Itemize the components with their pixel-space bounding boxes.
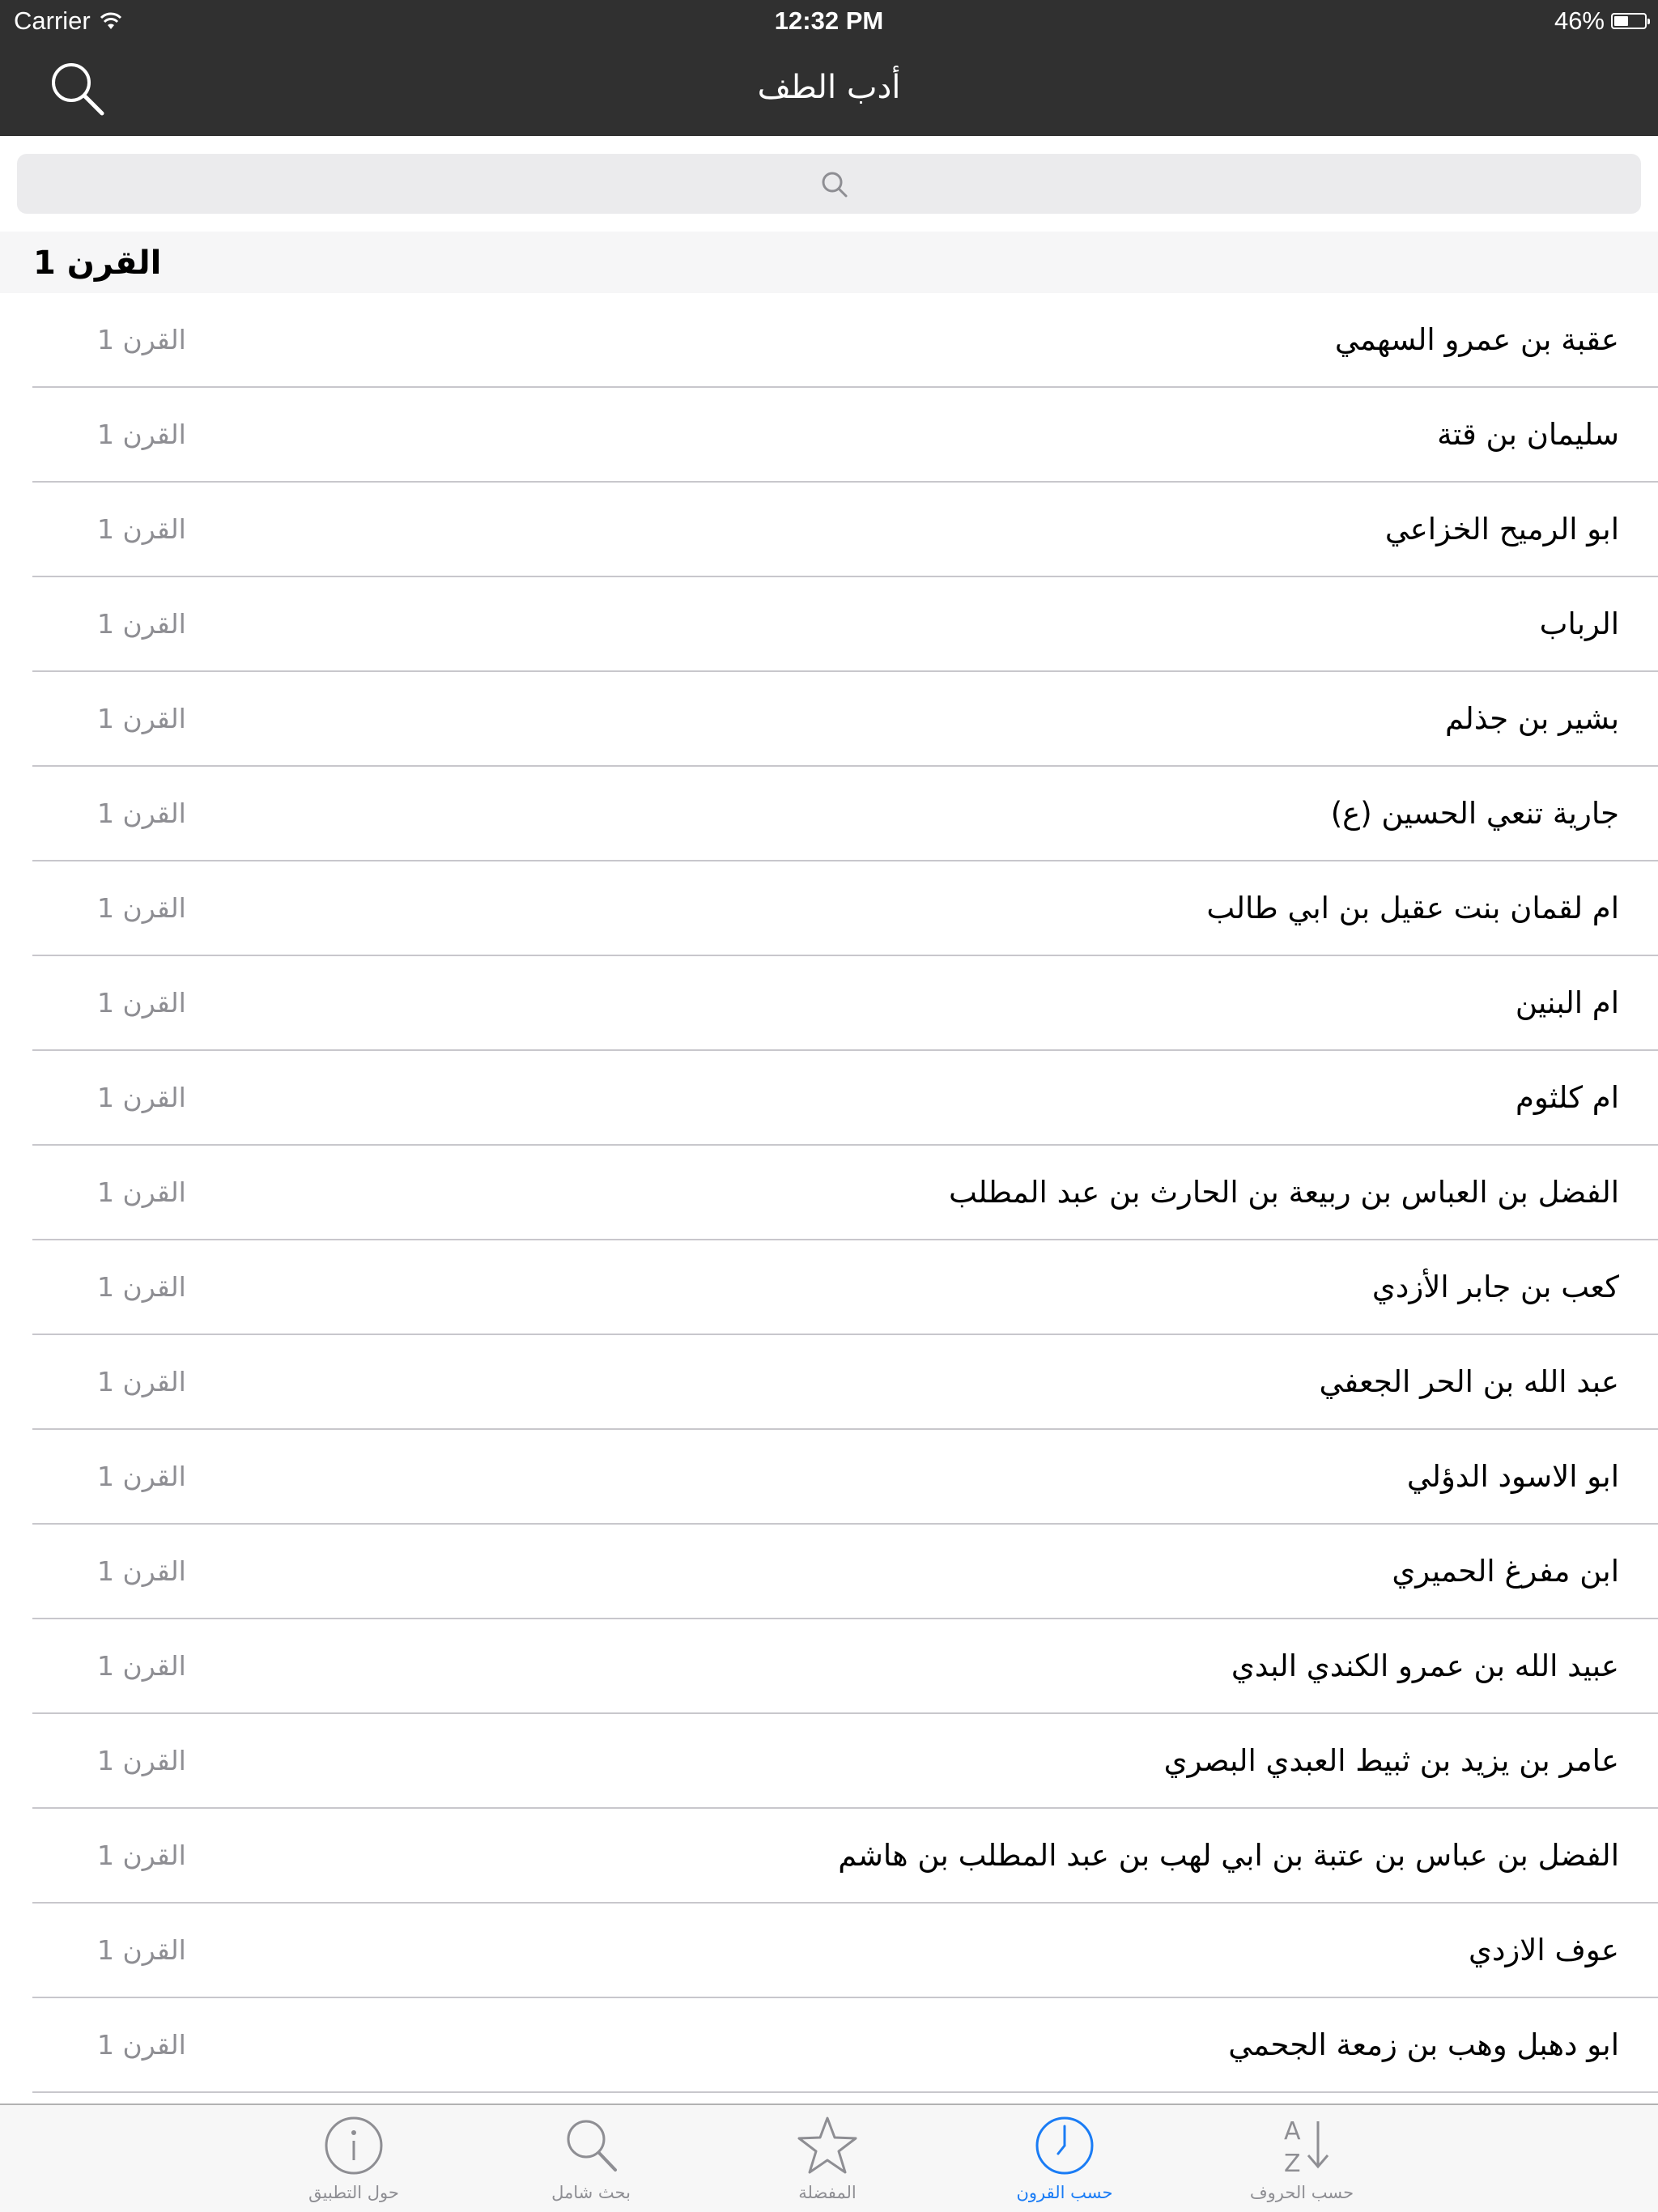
list-item-title: ام البنين bbox=[1515, 985, 1619, 1020]
navigation-bar bbox=[0, 0, 1658, 136]
list-item-detail: القرن 1 bbox=[97, 1650, 186, 1682]
list-item-detail: القرن 1 bbox=[97, 892, 186, 924]
star-icon bbox=[797, 2115, 858, 2176]
list-item-title: بشير بن جذلم bbox=[1444, 701, 1619, 736]
list-item-title: الفضل بن عباس بن عتبة بن ابي لهب بن عبد المطلب بن هاشم bbox=[838, 1838, 1619, 1873]
list-item-title: ام كلثوم bbox=[1515, 1080, 1619, 1115]
list-item-detail: القرن 1 bbox=[97, 703, 186, 734]
list-item-detail: القرن 1 bbox=[97, 798, 186, 829]
page-title: أدب الطف bbox=[757, 69, 901, 106]
list-item-detail: القرن 1 bbox=[97, 1271, 186, 1303]
svg-text:A: A bbox=[1284, 2117, 1301, 2146]
list-item-detail: القرن 1 bbox=[97, 1082, 186, 1113]
list-item-detail: القرن 1 bbox=[97, 1366, 186, 1397]
tab-label: حول التطبيق bbox=[308, 2183, 399, 2202]
list-item[interactable] bbox=[0, 956, 1658, 1051]
list-item[interactable] bbox=[0, 1619, 1658, 1714]
tab-label: بحث شامل bbox=[551, 2183, 631, 2202]
tab-by-letters[interactable] bbox=[1233, 2105, 1371, 2212]
list-item-title: الفضل بن العباس بن ربيعة بن الحارث بن عبد المطلب bbox=[948, 1175, 1619, 1210]
svg-text:Z: Z bbox=[1284, 2150, 1301, 2176]
tab-by-century[interactable] bbox=[996, 2105, 1133, 2212]
list-item-title: عوف الازدي bbox=[1469, 1933, 1619, 1967]
info-icon bbox=[323, 2115, 385, 2176]
list-item[interactable] bbox=[0, 577, 1658, 672]
search-icon bbox=[47, 58, 108, 120]
list-item-title: عبيد الله بن عمرو الكندي البدي bbox=[1231, 1648, 1619, 1683]
tab-label: حسب الحروف bbox=[1249, 2183, 1354, 2202]
list-item[interactable] bbox=[0, 1430, 1658, 1525]
search-bar bbox=[0, 136, 1658, 232]
list-item-title: عقبة بن عمرو السهمي bbox=[1334, 322, 1619, 357]
list-item[interactable] bbox=[0, 1998, 1658, 2093]
list-item-detail: القرن 1 bbox=[97, 987, 186, 1019]
section-header-label: القرن 1 bbox=[33, 245, 162, 282]
nav-search-button[interactable] bbox=[47, 58, 108, 120]
tab-bar bbox=[0, 2104, 1658, 2212]
list-item-title: عبد الله بن الحر الجعفي bbox=[1319, 1364, 1619, 1399]
search-input[interactable] bbox=[17, 154, 1644, 215]
list-item[interactable] bbox=[0, 1146, 1658, 1240]
list-item[interactable] bbox=[0, 293, 1658, 388]
status-time: 12:32 PM bbox=[774, 6, 884, 35]
list-item-title: كعب بن جابر الأزدي bbox=[1371, 1270, 1619, 1304]
list-item[interactable] bbox=[0, 861, 1658, 956]
list-item-title: عامر بن يزيد بن ثبيط العبدي البصري bbox=[1163, 1743, 1619, 1778]
list-item-title: ابن مفرغ الحميري bbox=[1392, 1554, 1619, 1589]
tab-global-search[interactable] bbox=[522, 2105, 660, 2212]
list-item-detail: القرن 1 bbox=[97, 419, 186, 450]
tab-label: حسب القرون bbox=[1016, 2183, 1113, 2202]
poets-list bbox=[0, 293, 1658, 2093]
list-item[interactable] bbox=[0, 1051, 1658, 1146]
section-header bbox=[0, 232, 1658, 293]
list-item[interactable] bbox=[0, 767, 1658, 861]
list-item[interactable] bbox=[0, 483, 1658, 577]
tab-label: المفضلة bbox=[798, 2183, 857, 2202]
list-item[interactable] bbox=[0, 1904, 1658, 1998]
list-item[interactable] bbox=[0, 388, 1658, 483]
list-item[interactable] bbox=[0, 1240, 1658, 1335]
carrier-label: Carrier bbox=[14, 6, 91, 35]
battery-percent: 46% bbox=[1554, 6, 1605, 35]
list-item-detail: القرن 1 bbox=[97, 1176, 186, 1208]
list-item-title: ام لقمان بنت عقيل بن ابي طالب bbox=[1206, 891, 1619, 925]
az-sort-icon bbox=[1271, 2115, 1333, 2176]
status-bar bbox=[0, 0, 1658, 45]
search-icon bbox=[560, 2115, 622, 2176]
list-item-title: ابو دهبل وهب بن زمعة الجحمي bbox=[1228, 2027, 1619, 2062]
list-item[interactable] bbox=[0, 1525, 1658, 1619]
tab-about[interactable] bbox=[285, 2105, 423, 2212]
list-item-detail: القرن 1 bbox=[97, 1461, 186, 1492]
list-item-detail: القرن 1 bbox=[97, 1840, 186, 1871]
list-item-title: سليمان بن قتة bbox=[1437, 417, 1619, 452]
list-item-title: ابو الاسود الدؤلي bbox=[1406, 1459, 1619, 1494]
list-item-detail: القرن 1 bbox=[97, 608, 186, 640]
list-item-detail: القرن 1 bbox=[97, 1555, 186, 1587]
list-item[interactable] bbox=[0, 1335, 1658, 1430]
battery-level-fill bbox=[1614, 16, 1628, 26]
list-item-detail: القرن 1 bbox=[97, 324, 186, 355]
list-item-detail: القرن 1 bbox=[97, 1745, 186, 1776]
list-item[interactable] bbox=[0, 1714, 1658, 1809]
list-item[interactable] bbox=[0, 1809, 1658, 1904]
list-item-detail: القرن 1 bbox=[97, 513, 186, 545]
list-item-title: الرباب bbox=[1539, 606, 1619, 641]
status-battery bbox=[1554, 6, 1647, 36]
list-item-title: جارية تنعي الحسين (ع) bbox=[1330, 796, 1619, 831]
battery-icon bbox=[1611, 13, 1647, 29]
search-field-container bbox=[17, 154, 1641, 214]
list-item-title: ابو الرميح الخزاعي bbox=[1384, 512, 1619, 547]
list-item-detail: القرن 1 bbox=[97, 1934, 186, 1966]
list-item[interactable] bbox=[0, 672, 1658, 767]
tab-favorites[interactable] bbox=[759, 2105, 896, 2212]
list-item-detail: القرن 1 bbox=[97, 2029, 186, 2061]
clock-icon bbox=[1034, 2115, 1095, 2176]
